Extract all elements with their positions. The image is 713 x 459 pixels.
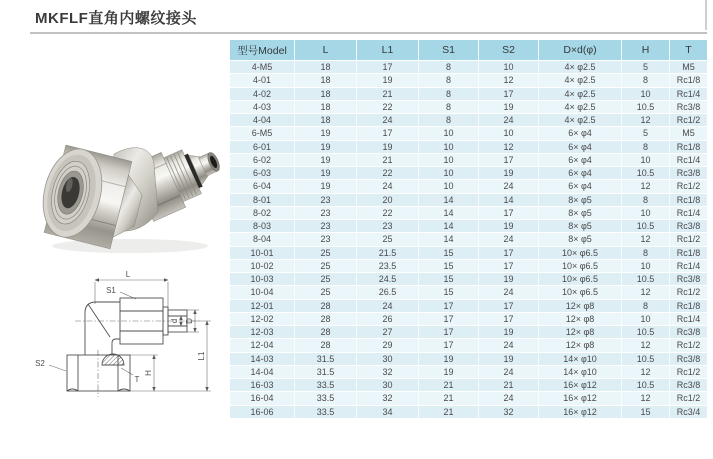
header-cell: D×d(φ): [539, 40, 622, 61]
cell: 10× φ6.5: [539, 286, 622, 299]
cell: 15: [419, 273, 479, 286]
cell: 18: [295, 114, 357, 127]
cell: 18: [295, 101, 357, 114]
cell: 6-03: [230, 167, 295, 180]
cell: 14: [479, 194, 539, 207]
cell: 14: [419, 207, 479, 220]
cell: 19: [295, 167, 357, 180]
cell: 20: [357, 194, 419, 207]
table-row: [230, 273, 707, 286]
cell: 23.5: [357, 260, 419, 273]
cell: 33.5: [295, 392, 357, 405]
cell: Rc1/2: [670, 366, 707, 379]
table-row: [230, 326, 707, 339]
cell: Rc1/8: [670, 194, 707, 207]
cell: Rc1/4: [670, 313, 707, 326]
cell: 23: [295, 233, 357, 246]
cell: 33.5: [295, 379, 357, 392]
cell: 33.5: [295, 406, 357, 419]
cell: 4× φ2.5: [539, 114, 622, 127]
cell: 25: [295, 273, 357, 286]
cell: 12: [479, 74, 539, 87]
cell: 10: [419, 167, 479, 180]
cell: 6-02: [230, 154, 295, 167]
cell: 10× φ6.5: [539, 273, 622, 286]
dim-label-d: d: [170, 318, 179, 324]
cell: 16-04: [230, 392, 295, 405]
cell: 19: [295, 141, 357, 154]
cell: 25: [357, 233, 419, 246]
cell: 6× φ4: [539, 180, 622, 193]
cell: 24: [479, 233, 539, 246]
cell: 17: [419, 326, 479, 339]
cell: 6× φ4: [539, 127, 622, 140]
cell: 8: [622, 141, 670, 154]
cell: 34: [357, 406, 419, 419]
table-row: [230, 74, 707, 87]
header-cell: T: [670, 40, 707, 61]
cell: 19: [479, 167, 539, 180]
cell: Rc3/8: [670, 167, 707, 180]
cell: 10.5: [622, 326, 670, 339]
cell: 10: [419, 141, 479, 154]
cell: 12: [622, 366, 670, 379]
cell: 19: [479, 326, 539, 339]
cell: 10: [622, 88, 670, 101]
cell: 19: [295, 127, 357, 140]
cell: 25: [295, 247, 357, 260]
dimension-drawing: [25, 266, 220, 416]
cell: 19: [479, 273, 539, 286]
cell: 19: [479, 220, 539, 233]
table-row: [230, 366, 707, 379]
table-row: [230, 353, 707, 366]
cell: 14× φ10: [539, 353, 622, 366]
cell: 4-03: [230, 101, 295, 114]
cell: 24: [357, 300, 419, 313]
table-row: [230, 220, 707, 233]
cell: 8-03: [230, 220, 295, 233]
dim-label-L: L: [125, 270, 131, 279]
table-row: [230, 286, 707, 299]
cell: Rc1/2: [670, 180, 707, 193]
header-cell: L: [295, 40, 357, 61]
cell: 8: [419, 114, 479, 127]
cell: 10-04: [230, 286, 295, 299]
cell: Rc1/8: [670, 74, 707, 87]
cell: 19: [419, 353, 479, 366]
cell: 17: [419, 339, 479, 352]
cell: 12× φ8: [539, 313, 622, 326]
cell: 21: [479, 379, 539, 392]
header-cell: S2: [479, 40, 539, 61]
cell: 4-02: [230, 88, 295, 101]
cell: 16× φ12: [539, 406, 622, 419]
cell: 8: [622, 247, 670, 260]
cell: 10: [622, 313, 670, 326]
cell: 10× φ6.5: [539, 260, 622, 273]
cell: 21: [357, 154, 419, 167]
cell: 10: [479, 61, 539, 74]
cell: 14-03: [230, 353, 295, 366]
table-row: [230, 141, 707, 154]
cell: 18: [295, 74, 357, 87]
dim-label-S2: S2: [35, 359, 45, 368]
cell: 24: [479, 180, 539, 193]
cell: 6× φ4: [539, 154, 622, 167]
cell: 21: [419, 392, 479, 405]
cell: 8: [419, 101, 479, 114]
cell: 17: [357, 61, 419, 74]
cell: 12: [622, 286, 670, 299]
cell: 10.5: [622, 353, 670, 366]
cell: 22: [357, 101, 419, 114]
cell: 4-04: [230, 114, 295, 127]
cell: 8-02: [230, 207, 295, 220]
table-row: [230, 379, 707, 392]
cell: 23: [295, 207, 357, 220]
cell: Rc3/8: [670, 353, 707, 366]
cell: 16× φ12: [539, 392, 622, 405]
cell: 17: [419, 300, 479, 313]
cell: 31.5: [295, 353, 357, 366]
cell: 10× φ6.5: [539, 247, 622, 260]
cell: 32: [479, 406, 539, 419]
cell: 24: [479, 392, 539, 405]
table-row: [230, 247, 707, 260]
table-row: [230, 406, 707, 419]
cell: Rc1/4: [670, 260, 707, 273]
cell: 4× φ2.5: [539, 61, 622, 74]
dim-label-S1: S1: [106, 286, 116, 295]
cell: 10-02: [230, 260, 295, 273]
cell: 24: [357, 180, 419, 193]
cell: Rc3/8: [670, 220, 707, 233]
cell: 8: [622, 194, 670, 207]
cell: Rc1/8: [670, 141, 707, 154]
cell: 15: [622, 406, 670, 419]
cell: 28: [295, 326, 357, 339]
cell: 8× φ5: [539, 220, 622, 233]
cell: 19: [419, 366, 479, 379]
cell: 15: [419, 286, 479, 299]
cell: 14× φ10: [539, 366, 622, 379]
cell: 26.5: [357, 286, 419, 299]
table-row: [230, 233, 707, 246]
cell: Rc1/8: [670, 247, 707, 260]
dim-label-L1: L1: [197, 351, 206, 361]
cell: 14-04: [230, 366, 295, 379]
cell: 25: [295, 260, 357, 273]
table-row: [230, 61, 707, 74]
cell: 21: [419, 379, 479, 392]
cell: 4× φ2.5: [539, 88, 622, 101]
cell: 17: [479, 260, 539, 273]
cell: 12-03: [230, 326, 295, 339]
cell: 28: [295, 300, 357, 313]
dim-label-H: H: [144, 370, 153, 376]
table-row: [230, 101, 707, 114]
cell: 10.5: [622, 273, 670, 286]
cell: 24.5: [357, 273, 419, 286]
cell: 8× φ5: [539, 194, 622, 207]
cell: 6-M5: [230, 127, 295, 140]
cell: 12-02: [230, 313, 295, 326]
cell: 32: [357, 366, 419, 379]
cell: 22: [357, 167, 419, 180]
cell: 8: [419, 74, 479, 87]
cell: 10.5: [622, 101, 670, 114]
cell: 26: [357, 313, 419, 326]
cell: 14: [419, 194, 479, 207]
cell: 12-01: [230, 300, 295, 313]
cell: 18: [295, 61, 357, 74]
header-cell: L1: [357, 40, 419, 61]
cell: 12: [622, 180, 670, 193]
cell: 16-03: [230, 379, 295, 392]
cell: Rc1/2: [670, 339, 707, 352]
cell: 6× φ4: [539, 141, 622, 154]
table-row: [230, 300, 707, 313]
page-corner-line: [705, 0, 707, 30]
cell: 12: [622, 392, 670, 405]
cell: 6-01: [230, 141, 295, 154]
cell: Rc3/8: [670, 379, 707, 392]
cell: 10.5: [622, 167, 670, 180]
cell: 32: [357, 392, 419, 405]
cell: 8: [622, 74, 670, 87]
cell: Rc1/4: [670, 88, 707, 101]
cell: 12× φ8: [539, 326, 622, 339]
cell: 17: [479, 207, 539, 220]
cell: 8× φ5: [539, 233, 622, 246]
spec-table: [230, 40, 707, 419]
cell: 19: [479, 101, 539, 114]
cell: Rc1/4: [670, 207, 707, 220]
table-row: [230, 339, 707, 352]
cell: 5: [622, 127, 670, 140]
cell: 22: [357, 207, 419, 220]
cell: 4× φ2.5: [539, 74, 622, 87]
cell: 4-01: [230, 74, 295, 87]
table-row: [230, 313, 707, 326]
cell: 17: [357, 127, 419, 140]
cell: 14: [419, 220, 479, 233]
cell: 30: [357, 379, 419, 392]
cell: 16-06: [230, 406, 295, 419]
table-row: [230, 167, 707, 180]
cell: 8-04: [230, 233, 295, 246]
photo-shadow: [52, 239, 208, 253]
dim-label-D: D: [185, 318, 194, 324]
table-row: [230, 207, 707, 220]
cell: 10: [419, 154, 479, 167]
table-header-row: [230, 40, 707, 61]
table-row: [230, 260, 707, 273]
cell: 30: [357, 353, 419, 366]
cell: 23: [295, 194, 357, 207]
cell: 10: [419, 180, 479, 193]
cell: Rc3/8: [670, 101, 707, 114]
cell: 15: [419, 247, 479, 260]
cell: 16× φ12: [539, 379, 622, 392]
cell: 4× φ2.5: [539, 101, 622, 114]
cell: 10: [622, 207, 670, 220]
cell: 17: [419, 313, 479, 326]
cell: 19: [357, 141, 419, 154]
cell: M5: [670, 61, 707, 74]
cell: 10: [479, 127, 539, 140]
cell: 19: [295, 154, 357, 167]
cell: 23: [357, 220, 419, 233]
cell: 19: [295, 180, 357, 193]
cell: 19: [479, 353, 539, 366]
cell: 10.5: [622, 220, 670, 233]
cell: 25: [295, 286, 357, 299]
cell: 12: [622, 339, 670, 352]
cell: 6× φ4: [539, 167, 622, 180]
cell: 15: [419, 260, 479, 273]
cell: Rc1/2: [670, 114, 707, 127]
cell: Rc1/2: [670, 233, 707, 246]
product-photo: [18, 96, 230, 264]
cell: 12-04: [230, 339, 295, 352]
cell: 10: [622, 260, 670, 273]
cell: 10-01: [230, 247, 295, 260]
table-row: [230, 154, 707, 167]
cell: 6-04: [230, 180, 295, 193]
cell: 29: [357, 339, 419, 352]
cell: 12: [622, 233, 670, 246]
cell: 19: [357, 74, 419, 87]
cell: 14: [419, 233, 479, 246]
cell: Rc3/4: [670, 406, 707, 419]
table-row: [230, 180, 707, 193]
table-row: [230, 194, 707, 207]
cell: 24: [479, 114, 539, 127]
cell: 28: [295, 339, 357, 352]
cell: 4-M5: [230, 61, 295, 74]
cell: 21: [419, 406, 479, 419]
table-row: [230, 114, 707, 127]
cell: 12: [479, 141, 539, 154]
cell: 8-01: [230, 194, 295, 207]
cell: 10-03: [230, 273, 295, 286]
cell: 17: [479, 247, 539, 260]
cell: Rc1/2: [670, 392, 707, 405]
cell: 24: [479, 339, 539, 352]
cell: 17: [479, 313, 539, 326]
cell: 28: [295, 313, 357, 326]
cell: 8: [419, 88, 479, 101]
cell: 8: [419, 61, 479, 74]
cell: 18: [295, 88, 357, 101]
cell: 17: [479, 154, 539, 167]
cell: 12: [622, 114, 670, 127]
cell: 12× φ8: [539, 339, 622, 352]
cell: 31.5: [295, 366, 357, 379]
cell: Rc1/2: [670, 286, 707, 299]
cell: 27: [357, 326, 419, 339]
cell: 21: [357, 88, 419, 101]
cell: 24: [479, 286, 539, 299]
title-underline: [30, 32, 707, 34]
table-row: [230, 88, 707, 101]
cell: 12× φ8: [539, 300, 622, 313]
cell: 5: [622, 61, 670, 74]
cell: 21.5: [357, 247, 419, 260]
header-cell: S1: [419, 40, 479, 61]
cell: 17: [479, 88, 539, 101]
cell: 10.5: [622, 379, 670, 392]
cell: 10: [419, 127, 479, 140]
dim-label-T: T: [134, 375, 140, 384]
cell: 10: [622, 154, 670, 167]
cell: 23: [295, 220, 357, 233]
cell: 8: [622, 300, 670, 313]
cell: Rc3/8: [670, 326, 707, 339]
cell: Rc1/8: [670, 300, 707, 313]
page-title: MKFLF直角内螺纹接头: [35, 10, 197, 27]
cell: 24: [357, 114, 419, 127]
cell: M5: [670, 127, 707, 140]
header-cell: H: [622, 40, 670, 61]
cell: 17: [479, 300, 539, 313]
cell: 24: [479, 366, 539, 379]
cell: Rc3/8: [670, 273, 707, 286]
table-row: [230, 127, 707, 140]
header-cell: 型号Model: [230, 40, 295, 61]
table-row: [230, 392, 707, 405]
cell: 8× φ5: [539, 207, 622, 220]
cell: Rc1/4: [670, 154, 707, 167]
